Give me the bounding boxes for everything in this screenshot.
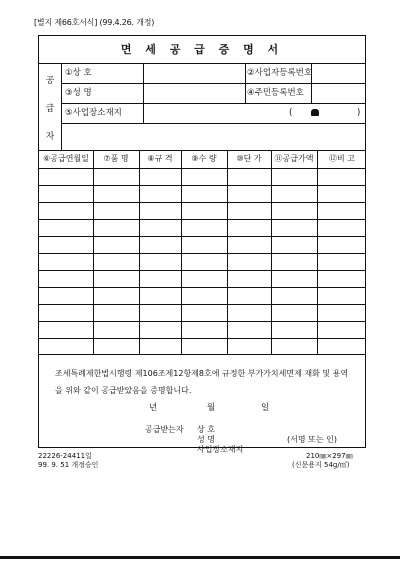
footer-form-code: 22226-24411일 [38,452,92,460]
supplier-vertical-label [39,63,62,150]
supplier-char-2: 급 [45,104,55,114]
name-label: ①상 호 [65,68,92,78]
address-paren-close: ) [357,108,361,118]
col-remarks: ⑫비 고 [329,154,355,163]
certification-statement: 조세특례제한법시행령 제106조제12항제8호에 규정한 부가가치세면제 재화 및 용역을 위와 같이 공급받았음을 증명합니다. [55,369,349,395]
col-quantity: ⑨수 량 [191,154,217,163]
supplier-char-3: 자 [45,132,55,142]
form-number-note: [별지 제66호서식] (99.4.26. 개정) [34,18,155,27]
footer-paper-type: (신문용지 54g/㎡) [292,461,350,469]
col-supply-value: ⑪공급가액 [274,154,314,163]
phone-icon [311,103,319,123]
supplier-char-1: 공 [45,76,55,86]
supplier-row-address [61,103,365,150]
recipient-address-label: 사업장소재지 [197,445,244,454]
reg-number-label: ②사업자등록번호 [247,68,313,78]
certificate-form [38,35,366,454]
supply-items-table [39,150,365,354]
footer-approval: 99. 9. 51 개정승인 [38,461,99,469]
recipient-rep-label: 성 명 [197,435,215,444]
col-spec: ⑧규 격 [147,154,173,163]
rep-label: ③성 명 [65,88,92,98]
recipient-label: 공급받는자 [145,425,184,434]
date-month: 월 [207,403,216,413]
address-paren-open: ( [289,108,293,118]
supplier-section [39,63,365,151]
supplier-row-name [61,63,365,84]
col-item-name: ⑦품 명 [103,154,129,163]
page-bottom-rule [0,556,400,559]
col-unit-price: ⑩단 가 [236,154,262,163]
supplier-row-rep [61,83,365,104]
form-title: 면 세 공 급 증 명 서 [39,36,365,64]
signature-label: (서명 또는 인) [287,435,337,444]
col-supply-date: ⑥공급연월일 [43,154,89,163]
date-day: 일 [261,403,270,413]
footer-paper-size: 210㎜×297㎜ [306,452,353,460]
recipient-name-label: 상 호 [197,425,215,434]
certification-section [39,354,365,454]
address-label: ⑤사업장소재지 [65,108,122,118]
resident-number-label: ④주민등록번호 [247,88,304,98]
date-year: 년 [149,403,158,413]
